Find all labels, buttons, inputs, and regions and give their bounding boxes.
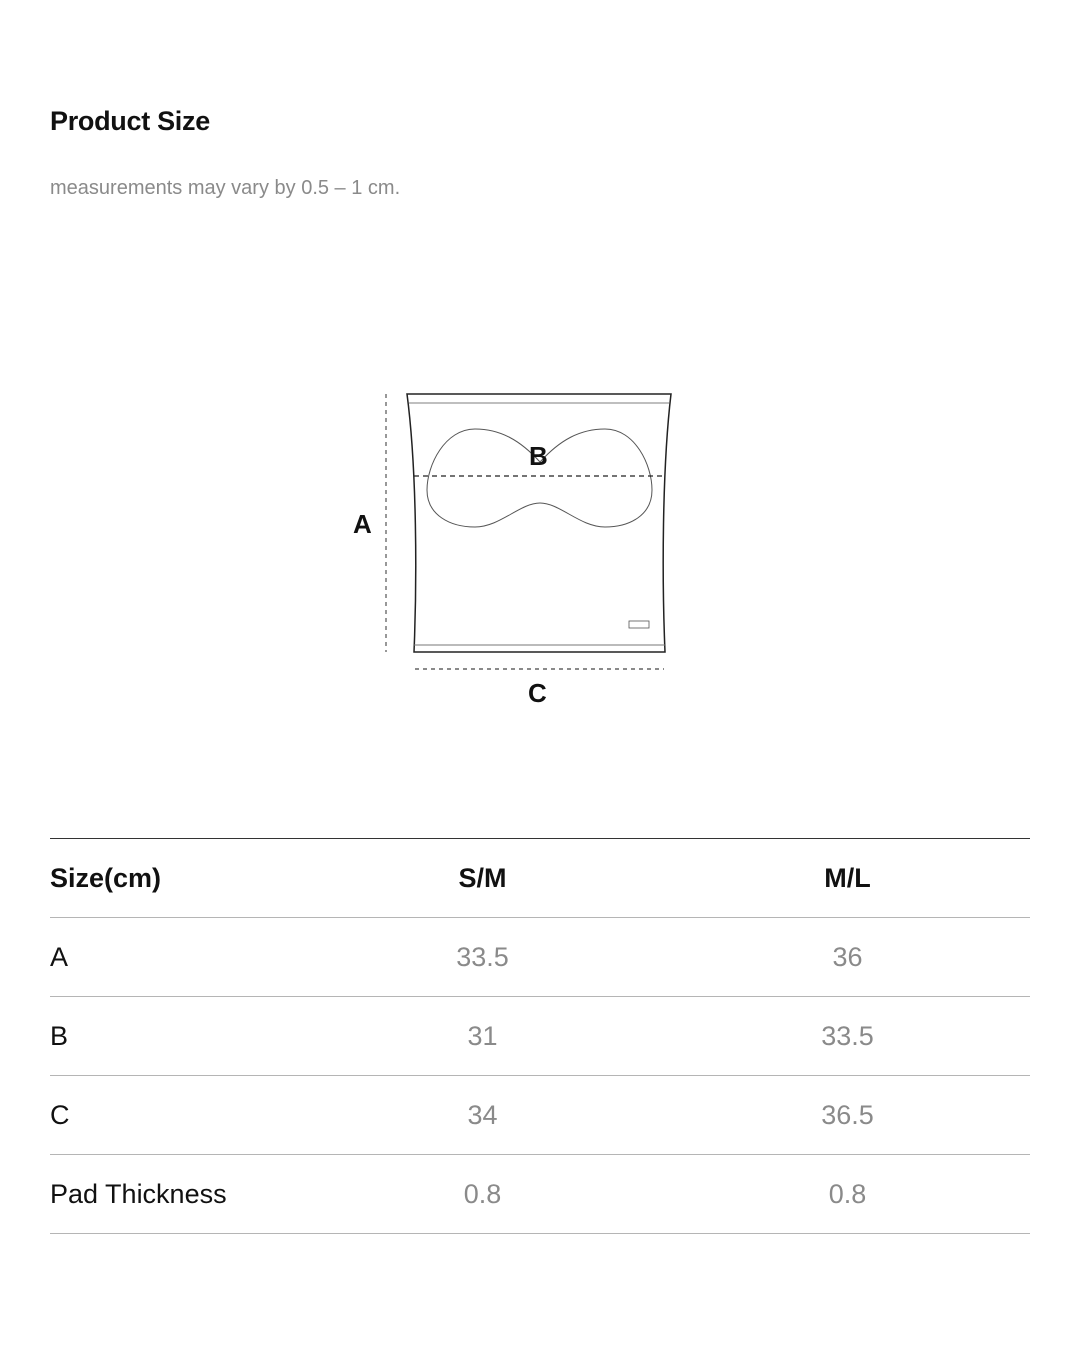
table-row — [50, 1155, 1030, 1234]
table-row — [50, 918, 1030, 997]
cell-value: 34 — [467, 1099, 498, 1130]
size-table — [50, 838, 1030, 1234]
measurement-note: measurements may vary by 0.5 – 1 cm. — [50, 177, 401, 199]
row-label: A — [50, 941, 69, 972]
cell-value: 36.5 — [821, 1099, 874, 1130]
table-row — [50, 1076, 1030, 1155]
cell-value: 0.8 — [828, 1178, 867, 1209]
table-header-row — [50, 839, 1030, 918]
cell-value: 33.5 — [456, 941, 509, 972]
label-a: A — [353, 509, 372, 539]
label-b: B — [529, 441, 548, 471]
row-label: C — [50, 1099, 70, 1130]
cell-value: 0.8 — [463, 1178, 502, 1209]
row-label: B — [50, 1020, 69, 1051]
row-label: Pad Thickness — [50, 1178, 227, 1209]
cell-value: 31 — [467, 1020, 498, 1051]
garment-outline — [407, 394, 671, 652]
page-title: Product Size — [50, 106, 210, 136]
column-header: M/L — [824, 862, 871, 893]
label-c: C — [528, 678, 547, 708]
column-header: S/M — [458, 862, 507, 893]
cell-value: 33.5 — [821, 1020, 874, 1051]
cell-value: 36 — [832, 941, 863, 972]
brand-tag — [629, 621, 649, 628]
table-row — [50, 997, 1030, 1076]
column-header: Size(cm) — [50, 862, 162, 893]
